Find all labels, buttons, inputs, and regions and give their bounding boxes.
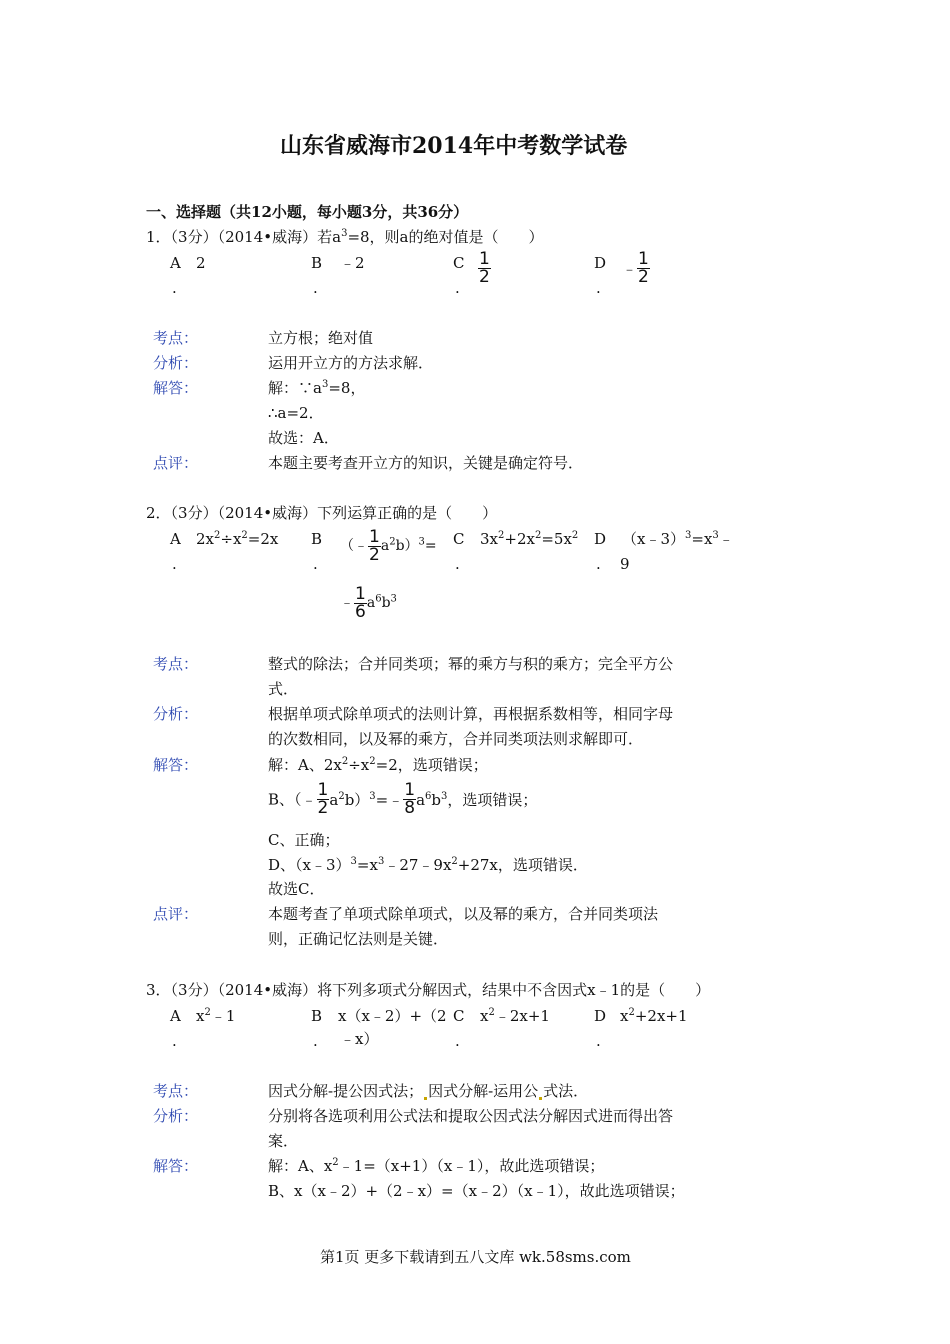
q1-option-c-fraction bbox=[478, 251, 491, 286]
q3-option-d-letter: D bbox=[594, 1007, 607, 1025]
q1-option-d-fraction bbox=[637, 251, 650, 286]
q3-fenxi-label: 分析： bbox=[153, 1107, 199, 1125]
q2-j2-num1: 1 bbox=[317, 780, 329, 800]
q1-d-sign: ﹣ bbox=[622, 259, 638, 278]
q1-d-den: 2 bbox=[638, 267, 649, 287]
q3-kaodian bbox=[268, 1082, 588, 1100]
q2-b-den: 2 bbox=[369, 545, 380, 565]
q3-jieda-label: 解答： bbox=[153, 1157, 199, 1175]
q2-jieda-3: C、正确； bbox=[268, 831, 340, 849]
q3-option-a: $x^2﹣1$ bbox=[196, 1007, 236, 1025]
q3-option-b-letter: B bbox=[311, 1007, 323, 1025]
q1-jieda-2: ∴a=2． bbox=[268, 404, 324, 422]
q2-j2-end: $a^6b^3$，选项错误； bbox=[416, 790, 538, 809]
q3-option-b-line1: x（x﹣2）+（2 bbox=[338, 1007, 447, 1025]
q2-b2-den: 6 bbox=[355, 602, 366, 622]
q2-kaodian-label: 考点： bbox=[153, 655, 199, 673]
q1-option-d-dot: . bbox=[596, 279, 601, 297]
q1-option-b-dot: . bbox=[313, 279, 318, 297]
q2-b-fraction bbox=[368, 529, 381, 564]
q2-jieda-4: D、$(x﹣3)^3=x^3﹣27﹣9x^2+27x$，选项错误． bbox=[268, 856, 588, 874]
q2-fenxi-1: 根据单项式除单项式的法则计算，再根据系数相等，相同字母 bbox=[268, 705, 674, 723]
q1-jieda-label: 解答： bbox=[153, 379, 199, 397]
q3-kaodian-c: 式法． bbox=[543, 1082, 589, 1100]
q2-option-d-dot: . bbox=[596, 555, 601, 573]
q2-jieda-label: 解答： bbox=[153, 756, 199, 774]
q2-fenxi-label: 分析： bbox=[153, 705, 199, 723]
q2-option-c-letter: C bbox=[453, 530, 465, 548]
q1-option-c-letter: C bbox=[453, 254, 465, 272]
q2-jieda-1: 解：A、$2x^2\div x^2=2$，选项错误； bbox=[268, 756, 488, 774]
q3-kaodian-label: 考点： bbox=[153, 1082, 199, 1100]
q2-b-num: 1 bbox=[369, 527, 380, 547]
q2-option-d-line2: 9 bbox=[620, 555, 630, 573]
q2-jieda-2 bbox=[268, 782, 537, 817]
q3-option-c: $x^2﹣2x+1$ bbox=[480, 1007, 550, 1025]
q3-option-d: $x^2+2x+1$ bbox=[620, 1007, 688, 1025]
q2-dianping-1: 本题考查了单项式除单项式，以及幂的乘方，合并同类项法 bbox=[268, 905, 659, 923]
q2-option-b-dot: . bbox=[313, 555, 318, 573]
q3-jieda-1: 解：A、$x^2﹣1=(x+1)(x﹣1)$，故此选项错误； bbox=[268, 1157, 605, 1175]
q3-kaodian-b: 因式分解-运用公 bbox=[428, 1082, 539, 1100]
q1-dianping-label: 点评： bbox=[153, 454, 199, 472]
q1-jieda-1: 解：$\because a^3=8$， bbox=[268, 379, 366, 397]
q2-option-b-letter: B bbox=[311, 530, 323, 548]
q3-option-a-letter: A bbox=[170, 1007, 181, 1025]
q1-fenxi: 运用开立方的方法求解． bbox=[268, 354, 434, 372]
q2-jieda-5: 故选C． bbox=[268, 880, 325, 898]
q2-b-pre: （﹣ bbox=[340, 538, 368, 555]
q2-option-a-letter: A bbox=[170, 530, 181, 548]
q2-kaodian-2: 式． bbox=[268, 680, 299, 698]
q2-option-c-dot: . bbox=[455, 555, 460, 573]
q3-option-b-line2: ﹣x） bbox=[340, 1030, 379, 1048]
q1-option-d-letter: D bbox=[594, 254, 607, 272]
q1-option-b: ﹣2 bbox=[340, 254, 365, 272]
q2-j2-den2: 8 bbox=[404, 798, 416, 818]
q1-stem: 1．（3分）（2014•威海）若$a^3=8$，则a的绝对值是（ ） bbox=[146, 228, 544, 246]
q1-c-den: 2 bbox=[479, 267, 490, 287]
q2-dianping-label: 点评： bbox=[153, 905, 199, 923]
q2-j2-pre: B、（﹣ bbox=[268, 790, 317, 809]
q1-option-a-letter: A bbox=[170, 254, 181, 272]
q2-option-d-line1: $(x﹣3)^3=x^3﹣$ bbox=[622, 530, 734, 548]
q2-stem: 2．（3分）（2014•威海）下列运算正确的是（ ） bbox=[146, 504, 498, 522]
q2-j2-den1: 2 bbox=[317, 798, 329, 818]
annotation-mark bbox=[539, 1097, 542, 1100]
q1-option-a: 2 bbox=[196, 254, 206, 272]
q3-option-c-letter: C bbox=[453, 1007, 465, 1025]
q1-jieda-3: 故选：A． bbox=[268, 429, 339, 447]
q2-option-a-dot: . bbox=[172, 555, 177, 573]
q1-kaodian: 立方根；绝对值 bbox=[268, 329, 374, 347]
q2-option-c: $3x^2+2x^2=5x^2$ bbox=[480, 530, 579, 548]
q2-j2-mid: $a^2b)^3=﹣$ bbox=[329, 790, 404, 809]
q2-b2-num: 1 bbox=[355, 584, 366, 604]
page-title: 山东省威海市2014年中考数学试卷 bbox=[280, 133, 628, 159]
q1-c-num: 1 bbox=[479, 249, 490, 269]
q2-option-b-line2 bbox=[340, 586, 397, 621]
q2-b2-sign: ﹣ bbox=[340, 595, 354, 612]
q1-fenxi-label: 分析： bbox=[153, 354, 199, 372]
q1-option-c bbox=[478, 251, 491, 286]
section-heading: 一、选择题（共12小题，每小题3分，共36分） bbox=[146, 203, 469, 221]
q1-d-num: 1 bbox=[638, 249, 649, 269]
q2-j2-num2: 1 bbox=[404, 780, 416, 800]
page-footer: 第1页 更多下载请到五八文库 wk.58sms.com bbox=[320, 1248, 631, 1266]
q2-fenxi-2: 的次数相同，以及幂的乘方，合并同类项法则求解即可． bbox=[268, 730, 644, 748]
q2-dianping-2: 则，正确记忆法则是关键． bbox=[268, 930, 449, 948]
q1-option-a-dot: . bbox=[172, 279, 177, 297]
q3-fenxi-2: 案． bbox=[268, 1132, 299, 1150]
q2-option-a: $2x^2\div x^2=2x$ bbox=[196, 530, 279, 548]
q3-option-b-dot: . bbox=[313, 1032, 318, 1050]
q3-option-d-dot: . bbox=[596, 1032, 601, 1050]
q3-option-c-dot: . bbox=[455, 1032, 460, 1050]
q3-stem: 3．（3分）（2014•威海）将下列多项式分解因式，结果中不含因式x﹣1的是（ ） bbox=[146, 981, 711, 999]
q2-option-b-line1 bbox=[340, 529, 437, 564]
q2-option-d-letter: D bbox=[594, 530, 607, 548]
q2-j2-frac2 bbox=[403, 782, 416, 817]
q2-b2-fraction bbox=[354, 586, 367, 621]
q1-option-c-dot: . bbox=[455, 279, 460, 297]
q3-kaodian-a: 因式分解-提公因式法； bbox=[268, 1082, 424, 1100]
q1-dianping: 本题主要考查开立方的知识，关键是确定符号． bbox=[268, 454, 584, 472]
annotation-mark bbox=[424, 1097, 427, 1100]
q2-kaodian-1: 整式的除法；合并同类项；幂的乘方与积的乘方；完全平方公 bbox=[268, 655, 674, 673]
q1-kaodian-label: 考点： bbox=[153, 329, 199, 347]
q3-jieda-2: B、x（x﹣2）+（2﹣x）=（x﹣2）（x﹣1），故此选项错误； bbox=[268, 1182, 685, 1200]
q3-option-a-dot: . bbox=[172, 1032, 177, 1050]
q2-b-mid: $a^2b)^3=$ bbox=[380, 536, 437, 555]
q2-j2-frac1 bbox=[317, 782, 330, 817]
q3-fenxi-1: 分别将各选项利用公式法和提取公因式法分解因式进而得出答 bbox=[268, 1107, 674, 1125]
q2-b2-rest: $a^6b^3$ bbox=[366, 593, 397, 612]
q1-option-b-letter: B bbox=[311, 254, 323, 272]
q1-option-d bbox=[622, 251, 650, 286]
